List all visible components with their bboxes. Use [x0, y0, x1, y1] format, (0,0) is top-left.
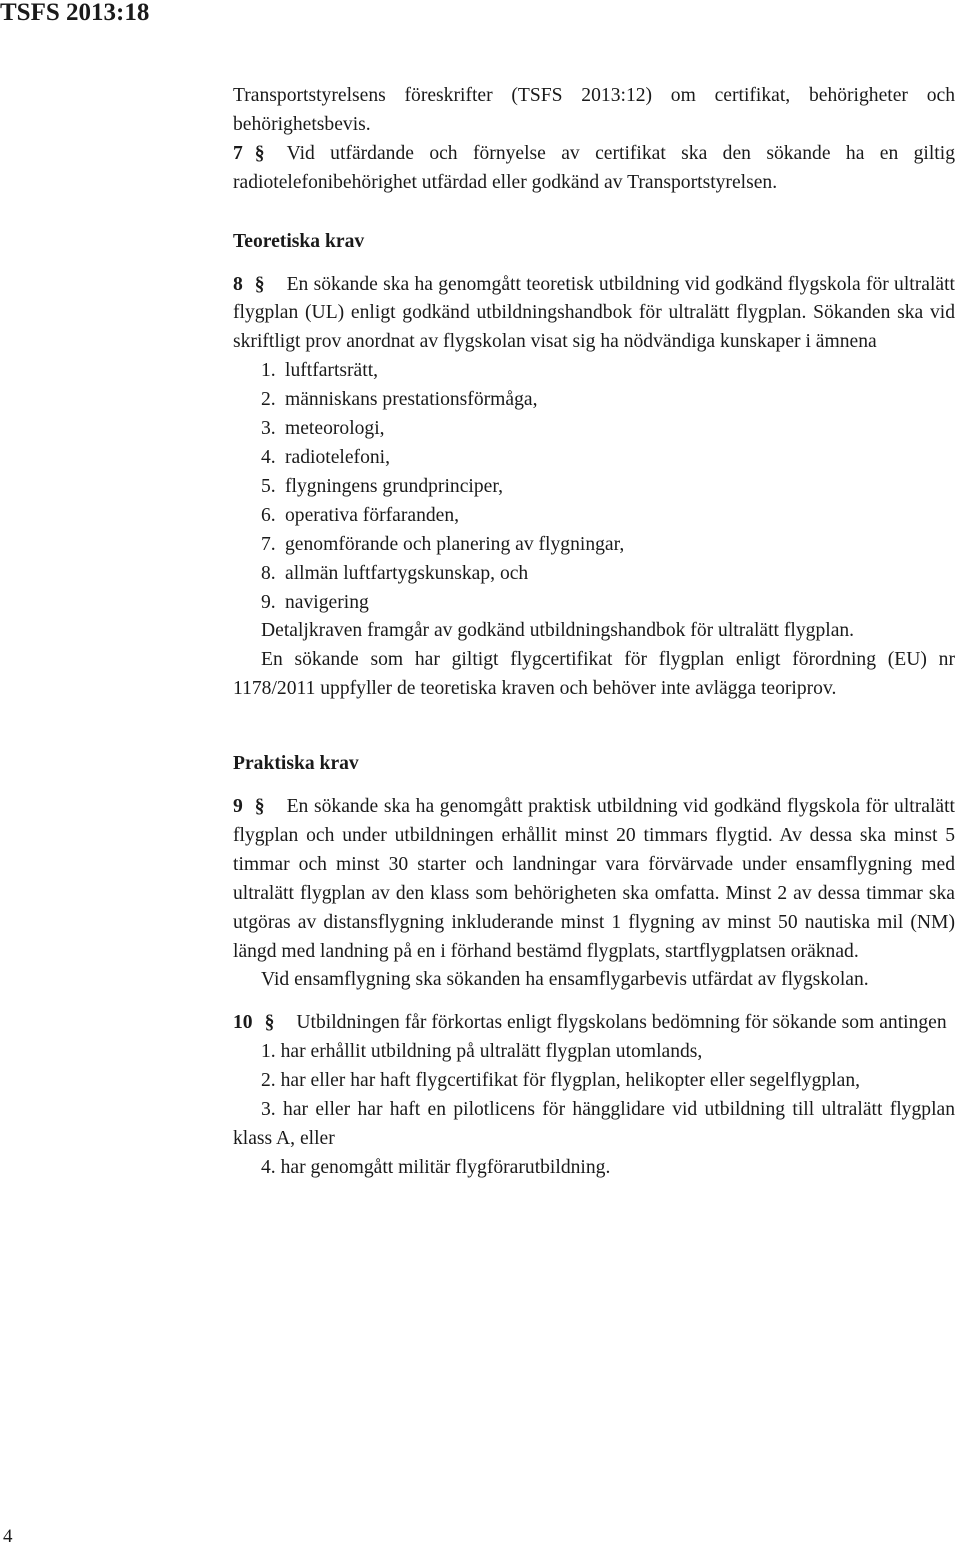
section-number: 10 [233, 1012, 253, 1034]
document-body [233, 82, 955, 1183]
section-text: En sökande ska ha genomgått praktisk utbildning vid godkänd flygskola för ultralätt flygplan och under utbildningen erhållit minst 20 timmars flygtid. Av dessa ska minst 5 timmar och minst 30 starter och landningar vara förvärvade under ensamflygning med ultralätt flygplan av den klass som behörigheten ska omfatta. Minst 2 av dessa timmar ska utgöras av distansflygning inkluderande minst 1 flygning av minst 50 nautiska mil (NM) längd med landning på en i förhand bestämd flygplats, startflygplatsen oräknad. [233, 796, 955, 962]
list-item: 2. människans prestationsförmåga, [261, 389, 538, 411]
section-symbol: § [264, 1012, 275, 1034]
section-number: 9 [233, 796, 243, 818]
page-number: 4 [3, 1526, 13, 1547]
subject-list [233, 357, 955, 617]
list-item: 6. operativa förfaranden, [261, 504, 460, 526]
section-number: 8 [233, 273, 243, 295]
list-item: 5. flygningens grundprinciper, [261, 475, 503, 497]
list-item: 1. har erhållit utbildning på ultralätt flygplan utomlands, [261, 1041, 703, 1063]
heading-theory: Teoretiska krav [233, 230, 365, 252]
section-10 [233, 1009, 955, 1038]
list-item: 3. har eller har haft en pilotlicens för hängglidare vid utbildning till ultralätt flygplan klass A, eller [233, 1099, 956, 1149]
exemption-paragraph: En sökande som har giltigt flygcertifikat för flygplan enligt förordning (EU) nr 1178/2011 uppfyller de teoretiska kraven och behöver inte avlägga teoriprov. [233, 649, 955, 700]
section-text: En sökande ska ha genomgått teoretisk utbildning vid godkänd flygskola för ultralätt flygplan (UL) enligt godkänd utbildningshandbok för ultralätt flygplan. Sökanden ska vid skriftligt prov anordnat av flygskolan visat sig ha nödvändiga kunskaper i ämnena [233, 273, 955, 353]
section-number: 7 [233, 142, 243, 164]
section-symbol: § [254, 796, 265, 818]
document-header: TSFS 2013:18 [0, 0, 150, 26]
list-item: 7. genomförande och planering av flygningar, [261, 533, 625, 555]
section-7 [233, 140, 955, 198]
list-item: 9. navigering [261, 591, 369, 613]
list-item: 1. luftfartsrätt, [261, 360, 379, 382]
section-symbol: § [254, 142, 265, 164]
section-8 [233, 271, 955, 358]
list-item: 3. meteorologi, [261, 418, 385, 440]
list-item: 4. har genomgått militär flygförarutbildning. [261, 1156, 611, 1178]
section-symbol: § [254, 273, 265, 295]
section-text: Vid utfärdande och förnyelse av certifikat ska den sökande ha en giltig radiotelefonibehörighet utfärdad eller godkänd av Transportstyrelsen. [233, 142, 955, 193]
intro-paragraph: Transportstyrelsens föreskrifter (TSFS 2013:12) om certifikat, behörigheter och behörighetsbevis. [233, 85, 955, 135]
list-item: 4. radiotelefoni, [261, 446, 391, 468]
list-item: 8. allmän luftfartygskunskap, och [261, 562, 529, 584]
section-text: Utbildningen får förkortas enligt flygskolans bedömning för sökande som antingen [296, 1012, 947, 1034]
heading-practical: Praktiska krav [233, 753, 359, 775]
solo-paragraph: Vid ensamflygning ska sökanden ha ensamflygarbevis utfärdat av flygskolan. [261, 969, 869, 991]
list-item: 2. har eller har haft flygcertifikat för flygplan, helikopter eller segelflygplan, [261, 1070, 861, 1092]
detail-paragraph: Detaljkraven framgår av godkänd utbildningshandbok för ultralätt flygplan. [261, 620, 855, 642]
section-9 [233, 793, 955, 966]
